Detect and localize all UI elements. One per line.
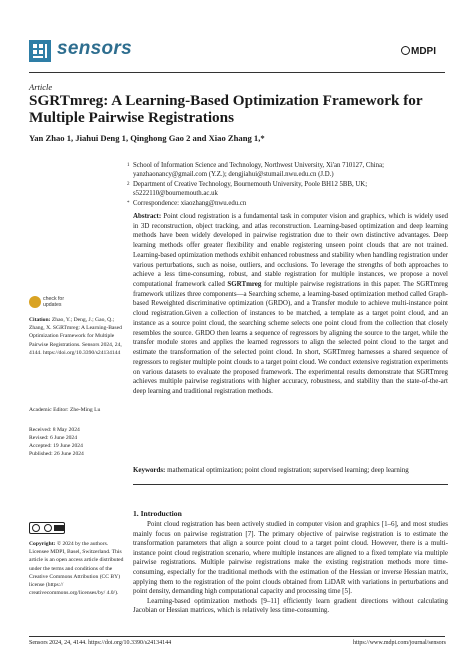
- correspondence: [127, 199, 433, 208]
- framework-name: SGRTmreg: [227, 280, 262, 289]
- mdpi-logo-icon: [401, 46, 410, 55]
- correspondence-line[interactable]: Correspondence: xiaozhang@nwu.edu.cn: [133, 200, 247, 207]
- citation-label: Citation:: [29, 317, 51, 323]
- abstract-divider: [133, 484, 448, 485]
- published-date: Published: 26 June 2024: [29, 451, 84, 457]
- abstract-text: Point cloud registration is a fundamental task in computer vision and graphics, which is widely used in 3D reconstruction, object tracking, and atlas reconstruction. Learning-based optimization and deep learning methods have been widely developed in pairwise registration due to their own distinctive advantages. Deep learning methods offer greater flexibility and enable registering unseen point clouds that are not trained. Learning-based optimization methods exhibit enhanced robustness and stability when handling registration under various perturbations, such as noise, outliers, and occlusions. To leverage the strengths of both approaches to achieve a less time-consuming, robust, and stable registration for multiple instances, we propose a novel computational framework called: [133, 212, 448, 289]
- affiliation-1: [127, 161, 433, 180]
- article-type: Article: [29, 82, 53, 92]
- cc-license-icon[interactable]: [29, 522, 65, 534]
- affiliation-2: [127, 180, 433, 199]
- intro-paragraph: Point cloud registration has been actively studied in computer vision and graphics [1–6], and most studies mainly focus on pairwise registration [7]. The primary objective of pairwise registration is to estimate the transformation parameters that align a source point cloud to a target point cloud. However, there is a multi-instance point cloud registration scenario, where multiple instances are aligned to a fixed template via multiple pairwise registrations. Multiple pairwise registrations make the existing registration methods more time-consuming, especially for the traditional methods with the estimation of the Hessian or inverse Hessian matrix, applying them to the registration of the point clouds obtained from LiDAR with variations in perturbations and point density, demanding high computational capacity and processing time [5].: [133, 520, 448, 596]
- abstract-label: Abstract:: [133, 212, 162, 220]
- abstract-text-continued: for multiple pairwise registrations in this paper. The SGRTmreg framework utilizes three components—a Searching scheme, a learning-based optimization method called Graph-based Reweighted discriminative optimization (GRDO), and a Transfer module to achieve multi-instance point cloud registration.Given a collection of instances to be matched, a template as a target point cloud, and an instance as a source point cloud, the searching scheme selects one point cloud from the collection that closely resembles the source. GRDO then learns a sequence of regressors by aligning the source to the target, while the transfer module stores and applies the learned regressors to align the selected point cloud to the target and estimate the transformation of the selected point cloud. In short, SGRTmreg harnesses a shared sequence of regressors to register multiple point clouds to a target point cloud. We conduct extensive registration experiments on various datasets to evaluate the proposed framework. The experimental results demonstrate that SGRTmreg achieves multiple pairwise registrations with higher accuracy, robustness, and stability than the state-of-the-art deep learning and traditional registration methods.: [133, 280, 448, 395]
- footer-journal-link[interactable]: https://www.mdpi.com/journal/sensors: [353, 640, 446, 646]
- keywords: [133, 466, 448, 476]
- header-divider: [29, 72, 445, 73]
- affiliation-line: Department of Creative Technology, Bournemouth University, Poole BH12 5BB, UK;: [133, 181, 368, 188]
- journal-logo-icon: [29, 40, 51, 62]
- author-list: Yan Zhao 1, Jiahui Deng 1, Qinghong Gao 2 and Xiao Zhang 1,*: [29, 133, 265, 143]
- revised-date: Revised: 6 June 2024: [29, 435, 78, 441]
- affiliation-line[interactable]: yanzhaonancy@gmail.com (Y.Z.); dengjiahui@stumail.nwu.edu.cn (J.D.): [133, 171, 334, 179]
- copyright-text[interactable]: © 2024 by the authors. Licensee MDPI, Basel, Switzerland. This article is an open access article distributed under the terms and conditions of the Creative Commons Attribution (CC BY) license (https:// creativecommons.org/licenses/by/ 4.0/).: [29, 541, 124, 597]
- accepted-date: Accepted: 19 June 2024: [29, 443, 83, 449]
- check-for-updates-label[interactable]: [43, 296, 64, 308]
- footer-divider: [29, 636, 445, 637]
- academic-editor: Academic Editor: Zhe-Ming Lu: [29, 407, 101, 413]
- check-for-updates-icon[interactable]: [29, 296, 41, 308]
- affiliation-number: 2: [127, 182, 130, 187]
- journal-name[interactable]: sensors: [57, 38, 132, 59]
- keywords-text: mathematical optimization; point cloud registration; supervised learning; deep learning: [165, 466, 409, 474]
- affiliation-line: School of Information Science and Technology, Northwest University, Xi'an 710127, China;: [133, 162, 384, 169]
- intro-heading: 1. Introduction: [133, 509, 182, 518]
- abstract: [133, 212, 448, 397]
- paper-title: SGRTmreg: A Learning-Based Optimization Framework for Multiple Pairwise Registrations: [29, 92, 423, 126]
- publisher-name[interactable]: MDPI: [411, 46, 436, 57]
- copyright-label: Copyright:: [29, 541, 56, 547]
- check-for-updates-line: check for: [43, 296, 65, 302]
- affiliation-number: 1: [127, 163, 130, 168]
- citation-text[interactable]: Zhao, Y.; Deng, J.; Gao, Q.; Zhang, X. SGRTmreg: A Learning-Based Optimization Framework for Multiple Pairwise Registrations. Sensors 2024, 24, 4144. https://doi.org/10.3390/s24134144: [29, 317, 122, 356]
- received-date: Received: 8 May 2024: [29, 427, 80, 433]
- keywords-label: Keywords:: [133, 466, 166, 474]
- intro-body: [133, 520, 448, 616]
- intro-paragraph: Learning-based optimization methods [9–11] efficiently learn gradient directions without calculating Jacobian or Hessian matrices, which is relatively less time-consuming.: [133, 596, 448, 615]
- check-for-updates-line: updates: [43, 302, 62, 308]
- affiliation-line[interactable]: s5222110@bournemouth.ac.uk: [133, 190, 218, 198]
- footer-citation[interactable]: Sensors 2024, 24, 4144. https://doi.org/10.3390/s24134144: [29, 640, 172, 646]
- citation: [29, 316, 129, 357]
- copyright: [29, 540, 129, 597]
- affiliation-number: *: [127, 201, 130, 206]
